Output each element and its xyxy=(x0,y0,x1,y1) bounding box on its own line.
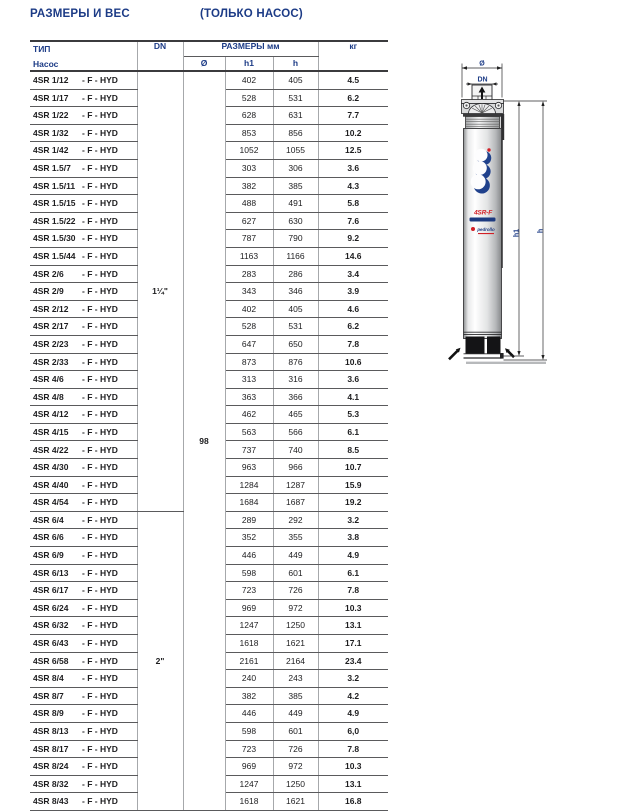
h-value-cell: 726 xyxy=(273,582,318,600)
pump-model-code: 4SR 2/33 xyxy=(33,356,69,367)
kg-value-cell: 10.3 xyxy=(318,599,388,617)
h1-value-cell: 969 xyxy=(225,758,273,776)
pump-model-code: 4SR 1.5/22 xyxy=(33,215,76,226)
h1-value-cell: 528 xyxy=(225,89,273,107)
pump-model-suffix: - F - HYD xyxy=(82,268,118,279)
dn-value-cell: 1¼" xyxy=(137,71,183,511)
pump-model-code: 4SR 6/17 xyxy=(33,585,69,596)
kg-value-cell: 5.3 xyxy=(318,406,388,424)
pump-model-suffix: - F - HYD xyxy=(82,391,118,402)
h-value-cell: 385 xyxy=(273,687,318,705)
pump-model-suffix: - F - HYD xyxy=(82,250,118,261)
pump-model-suffix: - F - HYD xyxy=(82,673,118,684)
h-value-cell: 405 xyxy=(273,71,318,89)
pump-model-code: 4SR 8/32 xyxy=(33,778,69,789)
header-diameter: Ø xyxy=(183,56,225,71)
h1-value-cell: 873 xyxy=(225,353,273,371)
suction-arrow-left-icon xyxy=(449,348,461,360)
red-dot-icon xyxy=(487,148,490,151)
pump-model-code: 4SR 2/6 xyxy=(33,268,64,279)
pump-model-suffix: - F - HYD xyxy=(82,145,118,156)
kg-value-cell: 9.2 xyxy=(318,230,388,248)
h1-value-cell: 289 xyxy=(225,511,273,529)
h1-value-cell: 1618 xyxy=(225,793,273,811)
h1-value-cell: 382 xyxy=(225,687,273,705)
h-value-cell: 631 xyxy=(273,107,318,125)
pump-model-cell xyxy=(30,423,137,441)
pump-model-suffix: - F - HYD xyxy=(82,550,118,561)
header-type xyxy=(30,41,137,71)
h1-value-cell: 627 xyxy=(225,212,273,230)
pump-model-cell xyxy=(30,335,137,353)
pump-model-suffix: - F - HYD xyxy=(82,514,118,525)
pump-model-cell xyxy=(30,511,137,529)
pump-model-suffix: - F - HYD xyxy=(82,321,118,332)
h1-value-cell: 402 xyxy=(225,300,273,318)
kg-value-cell: 3.2 xyxy=(318,670,388,688)
kg-value-cell: 3.6 xyxy=(318,159,388,177)
pump-model-cell xyxy=(30,89,137,107)
pump-model-cell xyxy=(30,283,137,301)
dn-dimension xyxy=(466,77,498,86)
h-value-cell: 366 xyxy=(273,388,318,406)
pump-model-code: 4SR 1/42 xyxy=(33,145,69,156)
pump-model-code: 4SR 1.5/30 xyxy=(33,233,76,244)
pump-model-code: 4SR 6/24 xyxy=(33,602,69,613)
pump-model-suffix: - F - HYD xyxy=(82,497,118,508)
kg-value-cell: 6.1 xyxy=(318,564,388,582)
h1-value-cell: 647 xyxy=(225,335,273,353)
h-value-cell: 385 xyxy=(273,177,318,195)
pump-model-cell xyxy=(30,177,137,195)
h-value-cell: 306 xyxy=(273,159,318,177)
table-header xyxy=(30,41,388,71)
h-value-cell: 316 xyxy=(273,371,318,389)
h-value-cell: 972 xyxy=(273,758,318,776)
h1-value-cell: 598 xyxy=(225,564,273,582)
pump-model-cell xyxy=(30,687,137,705)
kg-value-cell: 8.5 xyxy=(318,441,388,459)
kg-value-cell: 10.3 xyxy=(318,758,388,776)
pump-model-suffix: - F - HYD xyxy=(82,743,118,754)
pump-model-code: 4SR 2/12 xyxy=(33,303,69,314)
pump-model-cell xyxy=(30,476,137,494)
header-type-line1: ТИП xyxy=(33,44,51,54)
kg-value-cell: 3.4 xyxy=(318,265,388,283)
pump-model-cell xyxy=(30,652,137,670)
pump-model-suffix: - F - HYD xyxy=(82,532,118,543)
pump-model-cell xyxy=(30,195,137,213)
kg-value-cell: 7.8 xyxy=(318,335,388,353)
pump-model-code: 4SR 6/9 xyxy=(33,550,64,561)
kg-value-cell: 12.5 xyxy=(318,142,388,160)
pump-model-cell xyxy=(30,547,137,565)
h1-value-cell: 1163 xyxy=(225,247,273,265)
pump-model-suffix: - F - HYD xyxy=(82,92,118,103)
pump-model-suffix: - F - HYD xyxy=(82,233,118,244)
h-value-cell: 491 xyxy=(273,195,318,213)
pump-model-suffix: - F - HYD xyxy=(82,567,118,578)
kg-value-cell: 17.1 xyxy=(318,635,388,653)
pump-model-cell xyxy=(30,635,137,653)
h1-value-cell: 737 xyxy=(225,441,273,459)
pump-model-cell xyxy=(30,459,137,477)
height-dimensions xyxy=(504,101,548,360)
h1-value-cell: 488 xyxy=(225,195,273,213)
kg-value-cell: 3.9 xyxy=(318,283,388,301)
kg-value-cell: 3.2 xyxy=(318,511,388,529)
h-value-cell: 1166 xyxy=(273,247,318,265)
h1-dim-label: h1 xyxy=(513,228,521,238)
pump-model-suffix: - F - HYD xyxy=(82,110,118,121)
kg-value-cell: 4.1 xyxy=(318,388,388,406)
pump-model-suffix: - F - HYD xyxy=(82,163,118,174)
pump-model-cell xyxy=(30,529,137,547)
pump-model-suffix: - F - HYD xyxy=(82,462,118,473)
h-value-cell: 1250 xyxy=(273,775,318,793)
kg-value-cell: 6.2 xyxy=(318,318,388,336)
brand-logo-text: pedrollo xyxy=(477,226,495,232)
pump-model-suffix: - F - HYD xyxy=(82,602,118,613)
kg-value-cell: 13.1 xyxy=(318,775,388,793)
pump-model-cell xyxy=(30,406,137,424)
h-value-cell: 2164 xyxy=(273,652,318,670)
h1-value-cell: 382 xyxy=(225,177,273,195)
pump-model-cell xyxy=(30,494,137,512)
h-value-cell: 1055 xyxy=(273,142,318,160)
pump-model-code: 4SR 8/4 xyxy=(33,673,64,684)
header-type-line2: Насос xyxy=(33,58,59,69)
pump-model-suffix: - F - HYD xyxy=(82,620,118,631)
kg-value-cell: 6.2 xyxy=(318,89,388,107)
pump-model-suffix: - F - HYD xyxy=(82,180,118,191)
h1-value-cell: 283 xyxy=(225,265,273,283)
dimensions-table xyxy=(30,40,388,811)
h1-value-cell: 723 xyxy=(225,582,273,600)
pump-model-suffix: - F - HYD xyxy=(82,303,118,314)
pump-model-suffix: - F - HYD xyxy=(82,409,118,420)
pump-model-code: 4SR 1.5/15 xyxy=(33,198,76,209)
table-row xyxy=(30,71,388,89)
pump-model-suffix: - F - HYD xyxy=(82,444,118,455)
pump-model-cell xyxy=(30,617,137,635)
kg-value-cell: 7.8 xyxy=(318,582,388,600)
h-value-cell: 286 xyxy=(273,265,318,283)
pump-model-suffix: - F - HYD xyxy=(82,796,118,807)
h1-value-cell: 363 xyxy=(225,388,273,406)
pump-series-label: 4SR-F xyxy=(473,209,493,217)
h-value-cell: 1250 xyxy=(273,617,318,635)
pump-model-code: 4SR 6/58 xyxy=(33,655,69,666)
page-subtitle: (ТОЛЬКО НАСОС) xyxy=(200,8,303,20)
pump-model-code: 4SR 8/13 xyxy=(33,726,69,737)
pump-model-cell xyxy=(30,353,137,371)
pump-model-code: 4SR 2/9 xyxy=(33,286,64,297)
h-dim-label: h xyxy=(537,228,545,234)
h-value-cell: 856 xyxy=(273,124,318,142)
pump-model-cell xyxy=(30,230,137,248)
pump-model-cell xyxy=(30,318,137,336)
pump-model-cell xyxy=(30,582,137,600)
h-value-cell: 346 xyxy=(273,283,318,301)
h-value-cell: 531 xyxy=(273,318,318,336)
h1-value-cell: 1684 xyxy=(225,494,273,512)
h1-value-cell: 446 xyxy=(225,547,273,565)
h-value-cell: 650 xyxy=(273,335,318,353)
kg-value-cell: 10.6 xyxy=(318,353,388,371)
header-kg: кг xyxy=(318,41,388,71)
kg-value-cell: 10.7 xyxy=(318,459,388,477)
h1-value-cell: 1247 xyxy=(225,775,273,793)
pump-model-suffix: - F - HYD xyxy=(82,286,118,297)
kg-value-cell: 16.8 xyxy=(318,793,388,811)
diameter-value-cell: 98 xyxy=(183,71,225,810)
pump-model-cell xyxy=(30,740,137,758)
pump-model-suffix: - F - HYD xyxy=(82,638,118,649)
h1-value-cell: 313 xyxy=(225,371,273,389)
h-value-cell: 601 xyxy=(273,564,318,582)
h1-value-cell: 1052 xyxy=(225,142,273,160)
pump-model-cell xyxy=(30,107,137,125)
pump-model-code: 4SR 1/12 xyxy=(33,75,69,86)
pump-model-suffix: - F - HYD xyxy=(82,778,118,789)
pump-model-cell xyxy=(30,142,137,160)
pump-model-code: 4SR 4/6 xyxy=(33,374,64,385)
pump-model-code: 4SR 6/13 xyxy=(33,567,69,578)
h1-value-cell: 628 xyxy=(225,107,273,125)
kg-value-cell: 14.6 xyxy=(318,247,388,265)
pump-model-code: 4SR 8/7 xyxy=(33,690,64,701)
h-value-cell: 972 xyxy=(273,599,318,617)
h1-value-cell: 1247 xyxy=(225,617,273,635)
kg-value-cell: 6.1 xyxy=(318,423,388,441)
discharge-port xyxy=(472,85,492,101)
pump-model-code: 4SR 2/17 xyxy=(33,321,69,332)
h-value-cell: 966 xyxy=(273,459,318,477)
header-dimensions-mm: РАЗМЕРЫ мм xyxy=(183,41,318,56)
pump-model-code: 4SR 1.5/44 xyxy=(33,250,76,261)
h-value-cell: 1621 xyxy=(273,635,318,653)
h1-value-cell: 969 xyxy=(225,599,273,617)
pump-model-suffix: - F - HYD xyxy=(82,690,118,701)
h1-value-cell: 1618 xyxy=(225,635,273,653)
pump-model-code: 4SR 6/43 xyxy=(33,638,69,649)
h1-value-cell: 352 xyxy=(225,529,273,547)
pump-model-cell xyxy=(30,71,137,89)
pump-model-code: 4SR 6/6 xyxy=(33,532,64,543)
header-h: h xyxy=(273,56,318,71)
h-value-cell: 1621 xyxy=(273,793,318,811)
pump-model-cell xyxy=(30,247,137,265)
pump-model-cell xyxy=(30,159,137,177)
h1-value-cell: 402 xyxy=(225,71,273,89)
h-value-cell: 449 xyxy=(273,547,318,565)
pump-model-code: 4SR 6/32 xyxy=(33,620,69,631)
pump-model-cell xyxy=(30,705,137,723)
kg-value-cell: 5.8 xyxy=(318,195,388,213)
kg-value-cell: 4.9 xyxy=(318,705,388,723)
pump-model-cell xyxy=(30,564,137,582)
kg-value-cell: 4.2 xyxy=(318,687,388,705)
label-bar xyxy=(470,218,496,222)
pump-model-suffix: - F - HYD xyxy=(82,215,118,226)
kg-value-cell: 7.6 xyxy=(318,212,388,230)
h1-value-cell: 787 xyxy=(225,230,273,248)
h-value-cell: 243 xyxy=(273,670,318,688)
pump-model-code: 4SR 8/24 xyxy=(33,761,69,772)
h-value-cell: 740 xyxy=(273,441,318,459)
h1-value-cell: 963 xyxy=(225,459,273,477)
pump-model-code: 4SR 6/4 xyxy=(33,514,64,525)
pump-model-code: 4SR 8/17 xyxy=(33,743,69,754)
pump-model-cell xyxy=(30,371,137,389)
pump-model-cell xyxy=(30,388,137,406)
h1-value-cell: 528 xyxy=(225,318,273,336)
kg-value-cell: 7.7 xyxy=(318,107,388,125)
kg-value-cell: 4.5 xyxy=(318,71,388,89)
h1-value-cell: 343 xyxy=(225,283,273,301)
pump-model-cell xyxy=(30,775,137,793)
page-title: РАЗМЕРЫ И ВЕС xyxy=(30,8,130,20)
dn-value-cell: 2" xyxy=(137,511,183,810)
pump-model-suffix: - F - HYD xyxy=(82,75,118,86)
pump-model-code: 4SR 1/22 xyxy=(33,110,69,121)
kg-value-cell: 15.9 xyxy=(318,476,388,494)
pump-model-code: 4SR 4/22 xyxy=(33,444,69,455)
pump-model-suffix: - F - HYD xyxy=(82,426,118,437)
pump-model-code: 4SR 8/43 xyxy=(33,796,69,807)
h-value-cell: 630 xyxy=(273,212,318,230)
kg-value-cell: 4.6 xyxy=(318,300,388,318)
h1-value-cell: 240 xyxy=(225,670,273,688)
h1-value-cell: 598 xyxy=(225,722,273,740)
pump-model-cell xyxy=(30,599,137,617)
threaded-collar xyxy=(466,117,500,129)
h-value-cell: 292 xyxy=(273,511,318,529)
pump-model-cell xyxy=(30,212,137,230)
h-value-cell: 1687 xyxy=(273,494,318,512)
pump-model-code: 4SR 4/30 xyxy=(33,462,69,473)
kg-value-cell: 4.9 xyxy=(318,547,388,565)
pump-model-cell xyxy=(30,441,137,459)
kg-value-cell: 6,0 xyxy=(318,722,388,740)
h-value-cell: 355 xyxy=(273,529,318,547)
pump-model-code: 4SR 8/9 xyxy=(33,708,64,719)
pump-model-code: 4SR 1.5/11 xyxy=(33,180,76,191)
pump-model-code: 4SR 4/15 xyxy=(33,426,69,437)
pump-model-suffix: - F - HYD xyxy=(82,198,118,209)
h1-value-cell: 1284 xyxy=(225,476,273,494)
kg-value-cell: 23.4 xyxy=(318,652,388,670)
kg-value-cell: 19.2 xyxy=(318,494,388,512)
header-h1: h1 xyxy=(225,56,273,71)
pump-model-suffix: - F - HYD xyxy=(82,479,118,490)
pump-model-code: 4SR 1/17 xyxy=(33,92,69,103)
pump-model-code: 4SR 4/54 xyxy=(33,497,69,508)
h-value-cell: 465 xyxy=(273,406,318,424)
h-value-cell: 876 xyxy=(273,353,318,371)
dia-dim-label: Ø xyxy=(479,60,485,68)
pump-model-code: 4SR 4/8 xyxy=(33,391,64,402)
pump-model-suffix: - F - HYD xyxy=(82,356,118,367)
table-body xyxy=(30,71,388,810)
pump-model-cell xyxy=(30,758,137,776)
h1-value-cell: 563 xyxy=(225,423,273,441)
pump-model-code: 4SR 2/23 xyxy=(33,338,69,349)
pump-model-cell xyxy=(30,670,137,688)
h1-value-cell: 2161 xyxy=(225,652,273,670)
kg-value-cell: 3.6 xyxy=(318,371,388,389)
pump-model-suffix: - F - HYD xyxy=(82,585,118,596)
h-value-cell: 1287 xyxy=(273,476,318,494)
h-value-cell: 405 xyxy=(273,300,318,318)
pump-model-code: 4SR 1.5/7 xyxy=(33,163,71,174)
h-value-cell: 531 xyxy=(273,89,318,107)
dn-dim-label: DN xyxy=(477,76,488,84)
h1-value-cell: 723 xyxy=(225,740,273,758)
h-value-cell: 726 xyxy=(273,740,318,758)
h-value-cell: 601 xyxy=(273,722,318,740)
pump-model-suffix: - F - HYD xyxy=(82,761,118,772)
header-dn: DN xyxy=(137,41,183,71)
pump-model-code: 4SR 4/12 xyxy=(33,409,69,420)
pump-model-code: 4SR 1/32 xyxy=(33,127,69,138)
pump-model-cell xyxy=(30,722,137,740)
pump-model-suffix: - F - HYD xyxy=(82,708,118,719)
h1-value-cell: 446 xyxy=(225,705,273,723)
pump-model-suffix: - F - HYD xyxy=(82,726,118,737)
kg-value-cell: 13.1 xyxy=(318,617,388,635)
kg-value-cell: 7.8 xyxy=(318,740,388,758)
brand-mark-icon xyxy=(471,227,475,231)
pump-model-suffix: - F - HYD xyxy=(82,655,118,666)
pump-model-cell xyxy=(30,300,137,318)
kg-value-cell: 4.3 xyxy=(318,177,388,195)
kg-value-cell: 3.8 xyxy=(318,529,388,547)
pump-model-suffix: - F - HYD xyxy=(82,127,118,138)
h-value-cell: 790 xyxy=(273,230,318,248)
h-value-cell: 449 xyxy=(273,705,318,723)
h1-value-cell: 853 xyxy=(225,124,273,142)
pump-model-code: 4SR 4/40 xyxy=(33,479,69,490)
kg-value-cell: 10.2 xyxy=(318,124,388,142)
pump-model-cell xyxy=(30,793,137,811)
h-value-cell: 566 xyxy=(273,423,318,441)
h1-value-cell: 303 xyxy=(225,159,273,177)
pump-diagram xyxy=(440,55,605,377)
pump-model-suffix: - F - HYD xyxy=(82,374,118,385)
h1-value-cell: 462 xyxy=(225,406,273,424)
pump-model-suffix: - F - HYD xyxy=(82,338,118,349)
pump-model-cell xyxy=(30,124,137,142)
pump-model-cell xyxy=(30,265,137,283)
